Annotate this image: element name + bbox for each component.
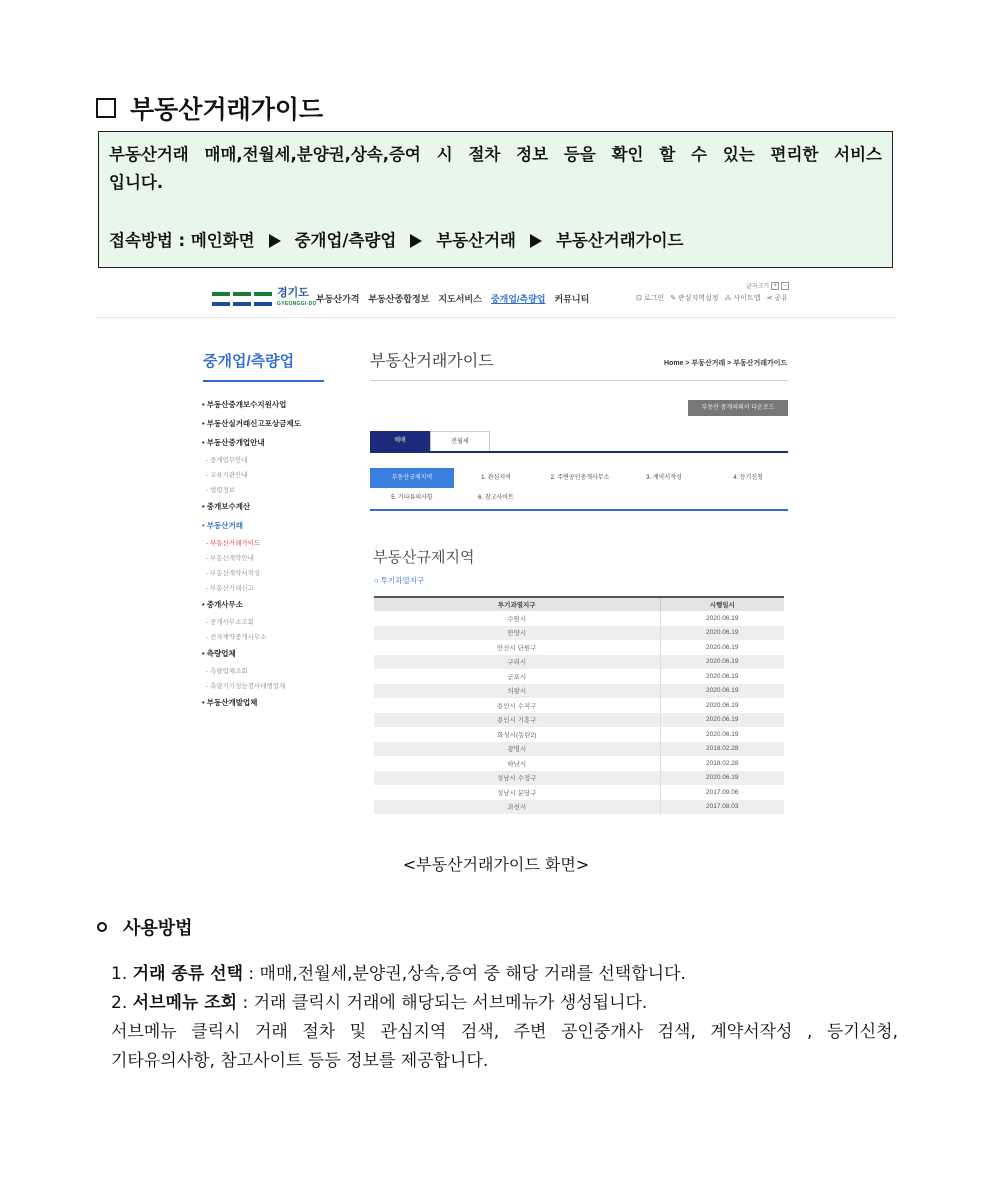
title-divider	[370, 380, 788, 381]
subtab-nearby-agents[interactable]: 2. 주변공인중개사무소	[550, 475, 610, 481]
item-number: 2.	[111, 993, 128, 1013]
item-label: 거래 종류 선택	[132, 964, 244, 984]
side-submenu-item[interactable]: - 부동산계약안내	[206, 555, 254, 562]
section-title: 부동산거래가이드	[130, 95, 324, 124]
gnb-item-active[interactable]: 중개업/측량업	[490, 294, 546, 304]
logo-name: 경기도	[277, 287, 309, 299]
region-cell: 용인시 수지구	[374, 698, 660, 713]
side-menu-item[interactable]: • 부동산중개업안내	[202, 438, 265, 447]
route-step: 중개업/측량업	[294, 231, 397, 250]
date-cell: 2017.08.03	[660, 800, 784, 815]
region-cell: 화성시(동탄2)	[374, 727, 660, 742]
table-row	[374, 727, 784, 742]
table-row	[374, 684, 784, 699]
side-submenu-item-active[interactable]: - 부동산거래가이드	[206, 540, 261, 547]
column-header: 시행일시	[660, 597, 784, 611]
table-row	[374, 640, 784, 655]
side-submenu-item[interactable]: - 전자계약중개사무소	[206, 634, 267, 641]
section-subheading: ○ 투기과열지구	[374, 576, 425, 585]
side-menu-item[interactable]: • 측량업체	[202, 649, 236, 658]
column-header: 투기과열지구	[374, 597, 660, 611]
side-menu-item[interactable]: • 부동산개발업체	[202, 698, 258, 707]
region-cell: 하남시	[374, 756, 660, 771]
usage-heading	[97, 914, 193, 940]
date-cell: 2017.09.06	[705, 788, 739, 796]
side-submenu-item[interactable]: - 부동산거래신고	[206, 585, 254, 592]
section-heading	[96, 90, 323, 126]
gnb-item[interactable]: 부동산종합정보	[368, 294, 430, 304]
gnb-item[interactable]: 부동산가격	[316, 294, 360, 304]
logo-mark-icon	[212, 292, 272, 306]
triangle-right-icon	[410, 234, 422, 248]
gnb-item[interactable]: 지도서비스	[438, 294, 482, 304]
tab-lease[interactable]: 전월세	[430, 431, 490, 451]
info-description: 부동산거래 매매,전월세,분양권,상속,증여 시 절차 정보 등을 확인 할 수 있는 편리한 서비스	[109, 145, 882, 164]
table-row	[374, 655, 784, 670]
plus-icon[interactable]: +	[771, 282, 779, 290]
date-cell: 2020.06.19	[660, 713, 784, 728]
figure-caption: <부동산거래가이드 화면>	[402, 855, 590, 874]
item-number: 1.	[111, 964, 128, 984]
region-cell: 수원시	[374, 611, 660, 626]
info-description-cont: 입니다.	[109, 173, 164, 192]
font-size-control	[746, 281, 789, 290]
triangle-right-icon	[530, 234, 542, 248]
usage-item	[111, 960, 898, 989]
region-cell: 구리시	[374, 655, 660, 670]
side-menu-item[interactable]: • 중개사무소	[202, 600, 243, 609]
share-link[interactable]: ⋖ 공유	[766, 295, 788, 302]
date-cell: 2020.06.19	[705, 730, 739, 738]
site-header	[96, 278, 896, 318]
subtab-reference[interactable]: 6. 참고사이트	[478, 495, 514, 501]
download-button[interactable]: 부동산 중개의뢰서 다운로드	[688, 400, 788, 416]
side-menu-item[interactable]: • 중개보수계산	[202, 502, 251, 511]
region-cell: 용인시 기흥구	[374, 713, 660, 728]
subtab-notes[interactable]: 5. 기타유의사항	[391, 495, 433, 501]
region-cell: 성남시 수정구	[374, 771, 660, 786]
usage-detail: 서브메뉴 클릭시 거래 절차 및 관심지역 검색, 주변 공인중개사 검색, 계약서작성 , 등기신청,	[111, 1022, 898, 1042]
font-size-label: 글자크기	[746, 284, 770, 290]
side-submenu-item[interactable]: - 측량업체조회	[206, 668, 248, 675]
usage-body	[111, 960, 898, 1076]
table-row	[374, 756, 784, 771]
gyeonggi-logo[interactable]	[212, 288, 317, 310]
side-submenu-item[interactable]: - 부동산계약서작성	[206, 570, 261, 577]
route-step: 부동산거래	[436, 231, 516, 250]
region-cell: 성남시 분당구	[374, 785, 660, 800]
usage-title: 사용방법	[123, 918, 193, 939]
minus-icon[interactable]: −	[781, 282, 789, 290]
sitemap-link[interactable]: ⁂ 사이트맵	[724, 295, 761, 302]
route-step: 부동산거래가이드	[555, 231, 684, 250]
website-screenshot	[96, 278, 896, 818]
table-row	[374, 611, 784, 626]
table-row	[374, 713, 784, 728]
date-cell: 2020.06.19	[705, 643, 739, 651]
triangle-right-icon	[269, 234, 281, 248]
usage-detail-cont: 기타유의사항, 참고사이트 등등 정보를 제공합니다.	[111, 1051, 489, 1071]
date-cell: 2020.06.19	[660, 626, 784, 641]
region-cell: 안산시 단원구	[374, 640, 660, 655]
date-cell: 2020.06.19	[705, 672, 739, 680]
circle-bullet-icon	[97, 922, 107, 932]
subtab-regulation[interactable]: 부동산규제지역	[370, 468, 454, 488]
region-cell: 군포시	[374, 669, 660, 684]
side-submenu-item[interactable]: - 측량기기성능검사대행업체	[206, 683, 286, 690]
side-submenu-item[interactable]: - 중개사무소조회	[206, 619, 254, 626]
table-row	[374, 771, 784, 786]
side-submenu-item[interactable]: - 중개업무안내	[206, 457, 248, 464]
date-cell: 2020.06.19	[660, 771, 784, 786]
page-title: 부동산거래가이드	[370, 353, 494, 370]
interest-region-link[interactable]: ✎ 관심지역설정	[670, 295, 719, 302]
date-cell: 2018.02.28	[660, 742, 784, 757]
tab-sale[interactable]: 매매	[370, 431, 430, 451]
info-box	[98, 131, 893, 268]
region-cell: 의왕시	[374, 684, 660, 699]
breadcrumb: Home > 부동산거래 > 부동산거래가이드	[664, 360, 788, 367]
table-row	[374, 800, 784, 815]
lnb-divider	[203, 380, 324, 382]
checkbox-square-icon	[96, 98, 116, 118]
region-cell: 광명시	[374, 742, 660, 757]
utility-links	[636, 293, 788, 303]
gnb-item[interactable]: 커뮤니티	[554, 294, 590, 304]
table-row	[374, 698, 784, 713]
date-cell: 2020.06.19	[660, 684, 784, 699]
table-row	[374, 742, 784, 757]
subtab-interest-region[interactable]: 1. 관심지역	[481, 475, 511, 481]
section-heading: 부동산규제지역	[373, 549, 475, 566]
region-cell: 안양시	[374, 626, 660, 641]
login-link[interactable]: ⊡ 로그인	[636, 295, 665, 302]
table-row	[374, 626, 784, 641]
item-text: : 거래 클릭시 거래에 해당되는 서브메뉴가 생성됩니다.	[237, 993, 648, 1013]
table-row	[374, 785, 784, 800]
side-menu-item[interactable]: • 부동산실거래신고포상금제도	[202, 419, 301, 428]
date-cell: 2020.06.19	[660, 655, 784, 670]
lnb-title: 중개업/측량업	[203, 353, 295, 370]
side-submenu-item[interactable]: - 법령정보	[206, 487, 236, 494]
logo-sub: GYEONGGI-DO	[277, 301, 317, 307]
item-label: 서브메뉴 조회	[132, 993, 238, 1013]
access-route	[109, 227, 882, 255]
side-submenu-item[interactable]: - 교육기관안내	[206, 472, 248, 479]
item-text: : 매매,전월세,분양권,상속,증여 중 해당 거래를 선택합니다.	[243, 964, 686, 984]
route-label: 접속방법 : 메인화면	[109, 231, 255, 250]
subtab-contract[interactable]: 3. 계약서작성	[646, 475, 682, 481]
date-cell: 2020.06.19	[705, 701, 739, 709]
table-row	[374, 669, 784, 684]
regulation-table	[374, 596, 784, 814]
usage-item	[111, 989, 898, 1018]
subtab-registration[interactable]: 4. 등기신청	[733, 475, 763, 481]
date-cell: 2020.06.19	[705, 614, 739, 622]
date-cell: 2018.02.28	[705, 759, 739, 767]
side-menu-item[interactable]: • 부동산중개보수지원사업	[202, 400, 287, 409]
trade-type-tabs	[370, 431, 788, 453]
global-nav	[316, 292, 589, 305]
side-menu	[202, 399, 332, 716]
region-cell: 과천시	[374, 800, 660, 815]
submenu-tabs	[370, 466, 788, 511]
side-menu-item-active[interactable]: • 부동산거래	[202, 521, 243, 530]
